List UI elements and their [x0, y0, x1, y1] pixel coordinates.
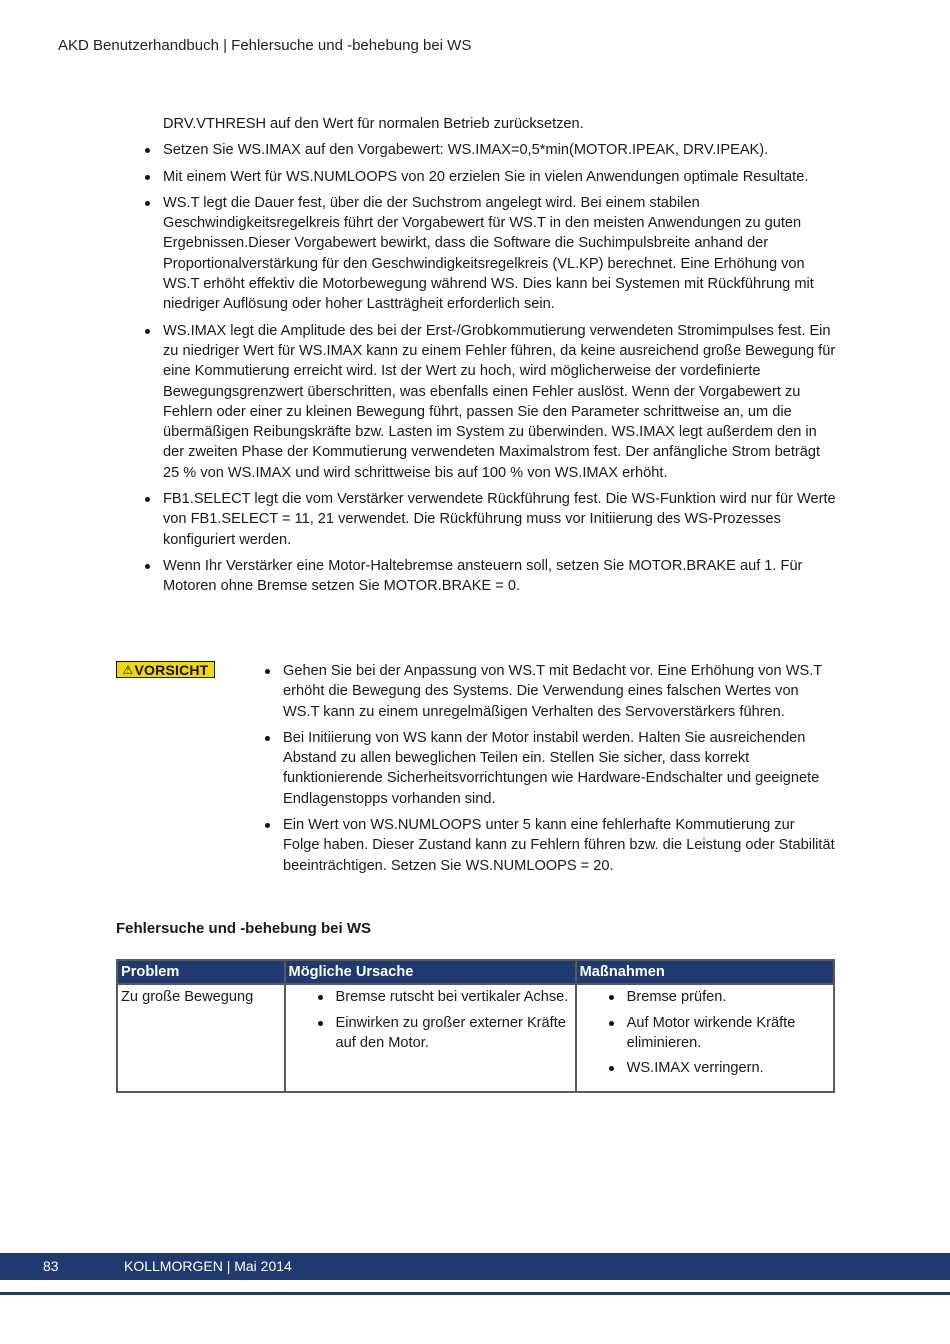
list-item: Bremse prüfen. [604, 987, 830, 1007]
list-item: FB1.SELECT legt die vom Verstärker verwendete Rückführung fest. Die WS-Funktion wird nur für Werte von FB1.SELECT = 11, 21 verwendet. Die Rückführung muss vor Initiierung des WS-Prozesses konfiguriert werden. [140, 489, 840, 550]
page-header-title: AKD Benutzerhandbuch | Fehlersuche und -behebung bei WS [58, 37, 472, 54]
continuation-text: DRV.VTHRESH auf den Wert für normalen Betrieb zurücksetzen. [163, 116, 584, 132]
actions-list [604, 987, 830, 1078]
footer-rule [0, 1292, 950, 1295]
caution-label: VORSICHT [134, 661, 209, 678]
cause-cell [285, 984, 576, 1092]
caution-list [260, 661, 835, 882]
list-item: Mit einem Wert für WS.NUMLOOPS von 20 erzielen Sie in vielen Anwendungen optimale Resultate. [140, 167, 840, 187]
problem-cell: Zu große Bewegung [117, 984, 285, 1092]
list-item: WS.IMAX legt die Amplitude des bei der Erst-/Grobkommutierung verwendeten Stromimpulses fest. Ein zu niedriger Wert für WS.IMAX kann zu einem Fehler führen, da keine ausreichend große Bewegung für eine Kommutierung erreicht wird. Ist der Wert zu hoch, wird möglicherweise der vordefinierte Bewegungsgrenzwert überschritten, was ebenfalls einen Fehler auslöst. Wenn der Vorgabewert zu Fehlern oder einer zu kleinen Bewegung führt, passen Sie den Parameter schrittweise an, um die übermäßigen Reibungskräfte bzw. Lasten im System zu überwinden. WS.IMAX legt außerdem den in der zweiten Phase der Kommutierung verwendeten Maximalstrom fest. Der anfängliche Strom beträgt 25 % von WS.IMAX und wird schrittweise bis auf 100 % von WS.IMAX erhöht. [140, 321, 840, 483]
column-header-actions: Maßnahmen [576, 960, 834, 984]
column-header-cause: Mögliche Ursache [285, 960, 576, 984]
main-bullet-list [140, 140, 840, 596]
table-header-row [117, 960, 834, 984]
caution-badge [116, 661, 215, 678]
list-item: Setzen Sie WS.IMAX auf den Vorgabewert: WS.IMAX=0,5*min(MOTOR.IPEAK, DRV.IPEAK). [140, 140, 840, 160]
section-heading: Fehlersuche und -behebung bei WS [116, 920, 372, 937]
list-item: Bei Initiierung von WS kann der Motor instabil werden. Halten Sie ausreichenden Abstand zu allen beweglichen Teilen ein. Stellen Sie sicher, dass korrekt funktionierende Sicherheitsvorrichtungen wie Hardware-Endschalter und geeignete Endlagenstopps vorhanden sind. [260, 728, 835, 809]
list-item: Bremse rutscht bei vertikaler Achse. [313, 987, 572, 1007]
list-item: Auf Motor wirkende Kräfte eliminieren. [604, 1013, 830, 1054]
list-item: Ein Wert von WS.NUMLOOPS unter 5 kann eine fehlerhafte Kommutierung zur Folge haben. Dieser Zustand kann zu Fehlern führen bzw. die Leistung oder Stabilität beeinträchtigen. Setzen Sie WS.NUMLOOPS = 20. [260, 815, 835, 876]
page-footer [0, 1253, 950, 1280]
actions-cell [576, 984, 834, 1092]
list-item: WS.T legt die Dauer fest, über die der Suchstrom angelegt wird. Bei einem stabilen Geschwindigkeitsregelkreis führt der Vorgabewert für WS.T in den meisten Anwendungen zu guten Ergebnissen.Dieser Vorgabewert bewirkt, dass die Software die Suchimpulsbreite anhand der Proportionalverstärkung für den Geschwindigkeitsregelkreis (VL.KP) berechnet. Eine Erhöhung von WS.T erhöht effektiv die Motorbewegung während WS. Dies kann bei Systemen mit Rückführung mit niedriger Auflösung oder hoher Lastträgheit erforderlich sein. [140, 193, 840, 315]
warning-triangle-icon: ⚠ [122, 662, 134, 677]
cause-list [313, 987, 572, 1053]
column-header-problem: Problem [117, 960, 285, 984]
list-item: Wenn Ihr Verstärker eine Motor-Haltebremse ansteuern soll, setzen Sie MOTOR.BRAKE auf 1. Für Motoren ohne Bremse setzen Sie MOTOR.BRAKE = 0. [140, 556, 840, 597]
footer-company-date: KOLLMORGEN | Mai 2014 [124, 1258, 292, 1274]
list-item: WS.IMAX verringern. [604, 1058, 830, 1078]
troubleshooting-table [116, 959, 835, 1093]
table-row [117, 984, 834, 1092]
list-item: Einwirken zu großer externer Kräfte auf den Motor. [313, 1013, 572, 1054]
page-number: 83 [43, 1258, 59, 1274]
list-item: Gehen Sie bei der Anpassung von WS.T mit Bedacht vor. Eine Erhöhung von WS.T erhöht die Bewegung des Systems. Die Verwendung eines falschen Wertes von WS.T kann zu einem unregelmäßigen Verhalten des Servoverstärkers führen. [260, 661, 835, 722]
main-content [140, 114, 840, 603]
